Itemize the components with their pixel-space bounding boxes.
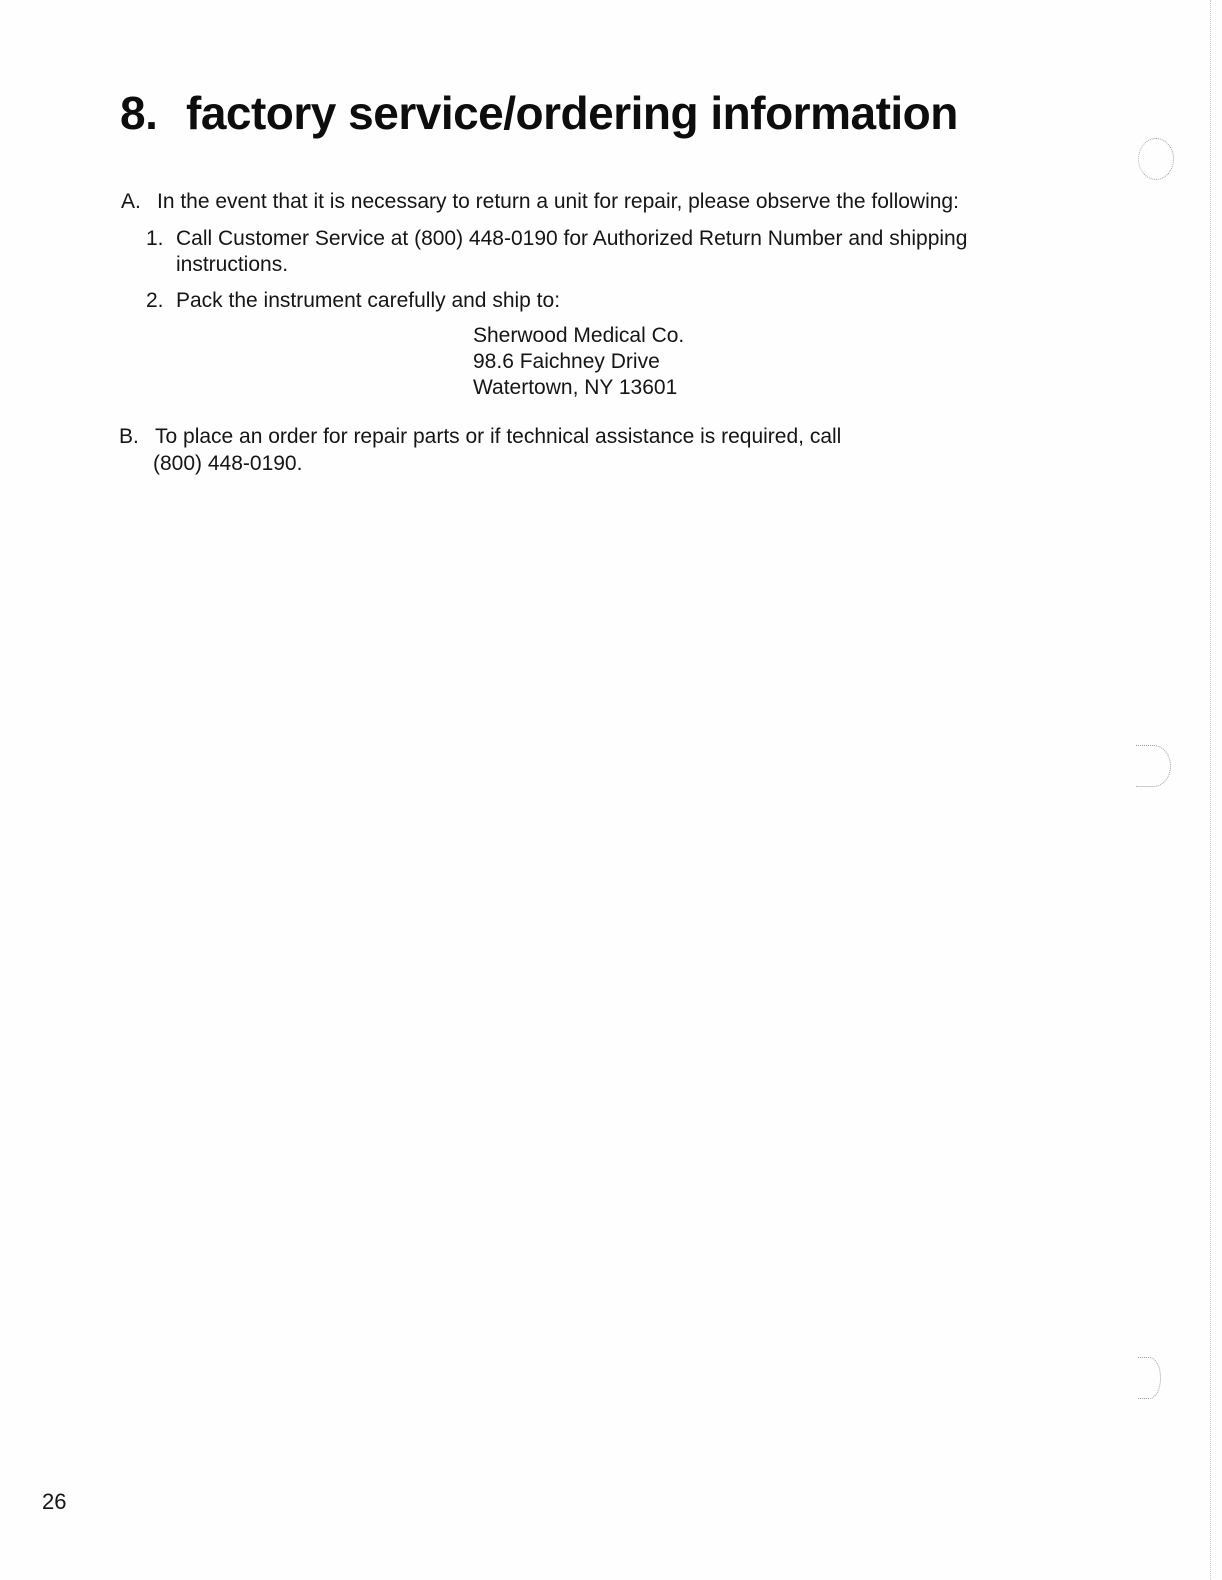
binder-hole-icon: [1136, 745, 1171, 787]
item-b: [119, 424, 841, 450]
binder-hole-icon: [1138, 1357, 1161, 1399]
item-b-label: B.: [119, 425, 139, 448]
item-a: [121, 189, 959, 215]
item-b-text: To place an order for repair parts or if technical assistance is required, call: [155, 425, 842, 448]
address-company: Sherwood Medical Co.: [473, 324, 685, 347]
step-2-label: 2.: [146, 289, 164, 312]
step-1: [146, 226, 967, 252]
step-2: [146, 288, 560, 314]
step-1-continuation: instructions.: [176, 253, 289, 276]
step-1-label: 1.: [146, 227, 164, 250]
address-city: Watertown, NY 13601: [473, 376, 678, 399]
page-title: [120, 86, 958, 140]
page-edge-divider: [1210, 0, 1212, 1580]
item-a-label: A.: [121, 190, 141, 213]
shipping-address: [473, 323, 684, 401]
section-number: 8.: [120, 87, 158, 139]
section-title-text: factory service/ordering information: [186, 87, 958, 139]
page-number: 26: [42, 1489, 67, 1514]
step-1-text: Call Customer Service at (800) 448-0190 for Authorized Return Number and shipping: [176, 227, 968, 250]
address-street: 98.6 Faichney Drive: [473, 350, 660, 373]
binder-hole-icon: [1138, 138, 1174, 180]
item-b-continuation: (800) 448-0190.: [153, 452, 303, 475]
item-a-text: In the event that it is necessary to return a unit for repair, please observe the following:: [157, 190, 959, 213]
step-2-text: Pack the instrument carefully and ship to:: [176, 289, 561, 312]
